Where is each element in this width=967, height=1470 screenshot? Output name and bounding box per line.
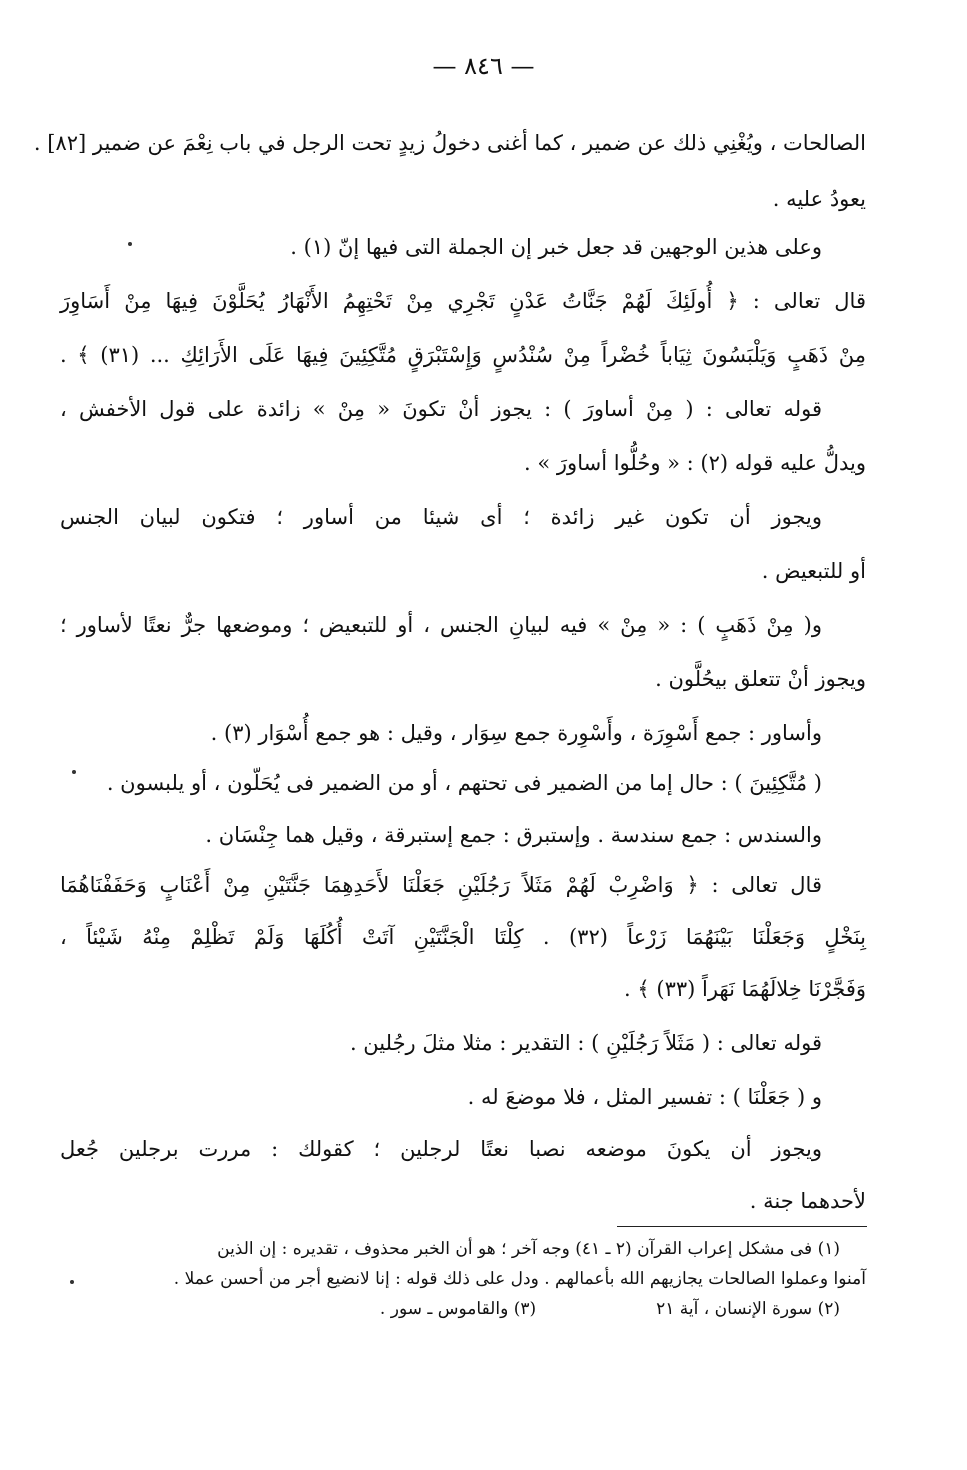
print-speck	[72, 770, 76, 774]
text-line: والسندس : جمع سندسة . وإستبرق : جمع إستبرقة ، وقيل هما جِنْسَان .	[205, 823, 822, 847]
quran-verse-line: قال تعالى : ﴿ أُولَئِكَ لَهُمْ جَنَّاتُ عَدْنٍ تَجْرِي مِنْ تَحْتِهِمُ الأَنْهَارُ يُحَلَّوْنَ فِيهَا مِنْ أَسَاوِرَ	[60, 289, 866, 313]
text-line: الصالحات ، ويُغْنِي ذلك عن ضمير ، كما أغنى دخولُ زيدٍ تحت الرجل في باب نِعْمَ عن ضمير [٨٢] .	[33, 131, 866, 155]
footnote-line: آمنوا وعملوا الصالحات يجازيهم الله بأعمالهم . ودل على ذلك قوله : إنا لانضيع أجر من أحسن عملا .	[173, 1269, 866, 1289]
text-line: ( مُتَّكِئِينَ ) : حال إما من الضمير فى تحتهم ، أو من الضمير فى يُحَلّون ، أو يلبسون .	[106, 771, 822, 795]
text-line: وأساور : جمع أَسْوِرَة ، وأَسْوِرة جمع سِوَار ، وقيل : هو جمع أُسْوَار (٣) .	[210, 721, 822, 745]
quran-verse-line: مِنْ ذَهَبٍ وَيَلْبَسُونَ ثِيَاباً خُضْراً مِنْ سُنْدُسٍ وَإِسْتَبْرَقٍ مُتَّكِئِينَ فِيهَا عَلَى الأَرَائِكِ ... (٣١) ﴾ .	[60, 343, 866, 367]
text-line: ويجوز أن تكون غير زائدة ؛ أى شيئا من أساور ؛ فتكون لبيان الجنس	[60, 505, 822, 529]
text-line: و( مِنْ ذَهَبٍ ) : « مِنْ » فيه لبيانِ الجنس ، أو للتبعيض ؛ وموضعها جرٌّ نعتًا لأساور ؛	[60, 613, 822, 637]
text-line: و ( جَعَلْنَا ) : تفسير المثل ، فلا موضعَ له .	[467, 1085, 822, 1109]
quran-verse-line: بِنَخْلٍ وَجَعَلْنَا بَيْنَهُمَا زَرْعاً (٣٢) . كِلْتَا الْجَنَّتَيْنِ آتَتْ أُكُلَهَا وَلَمْ تَظْلِمْ مِنْهُ شَيْئاً ،	[60, 925, 866, 949]
text-line: قوله تعالى : ( مَثَلاً رَجُلَيْنِ ) : التقدير : مثلا مثلَ رجُلين .	[349, 1031, 822, 1055]
text-line: قوله تعالى : ( مِنْ أساورَ ) : يجوز أنْ تكونَ « مِنْ » زائدة على قول الأخفش ،	[60, 397, 822, 421]
text-line: يعودُ عليه .	[772, 187, 866, 211]
footnote-separator	[617, 1226, 867, 1227]
footnote-2: (٢) سورة الإنسان ، آية ٢١	[656, 1299, 840, 1319]
footnote-line: (١) فى مشكل إعراب القرآن (٢ ـ ٤١) وجه آخر ؛ هو أن الخبر محذوف ، تقديره : إن الذين	[217, 1239, 840, 1259]
text-line: وعلى هذين الوجهين قد جعل خبر إن الجملة التى فيها إنّ (١) .	[290, 235, 822, 259]
print-speck	[70, 1280, 74, 1284]
print-speck	[128, 242, 132, 246]
text-line: أو للتبعيض .	[761, 559, 866, 583]
text-line: ويجوز أنْ تتعلق بيحُلَّون .	[655, 667, 866, 691]
footnote-line	[60, 1294, 866, 1324]
text-line: ويدلُّ عليه قوله (٢) : « وحُلُّوا أساورَ » .	[524, 451, 866, 475]
footnote-3: (٣) والقاموس ـ سور .	[379, 1299, 537, 1319]
text-line: لأحدهما جنة .	[749, 1189, 866, 1213]
quran-verse-line: وَفَجَّرْنَا خِلالَهُمَا نَهَراً (٣٣) ﴾ .	[624, 977, 866, 1001]
page-number: — ٨٤٦ —	[432, 52, 535, 80]
quran-verse-line: قال تعالى : ﴿ وَاضْرِبْ لَهُمْ مَثَلاً رَجُلَيْنِ جَعَلْنَا لأَحَدِهِمَا جَنَّتَيْنِ مِنْ أَعْنَابٍ وَحَفَفْنَاهُمَا	[60, 873, 822, 897]
text-line: ويجوز أن يكونَ موضعه نصبا نعتًا لرجلين ؛ كقولك : مررت برجلين جُعل	[60, 1137, 822, 1161]
